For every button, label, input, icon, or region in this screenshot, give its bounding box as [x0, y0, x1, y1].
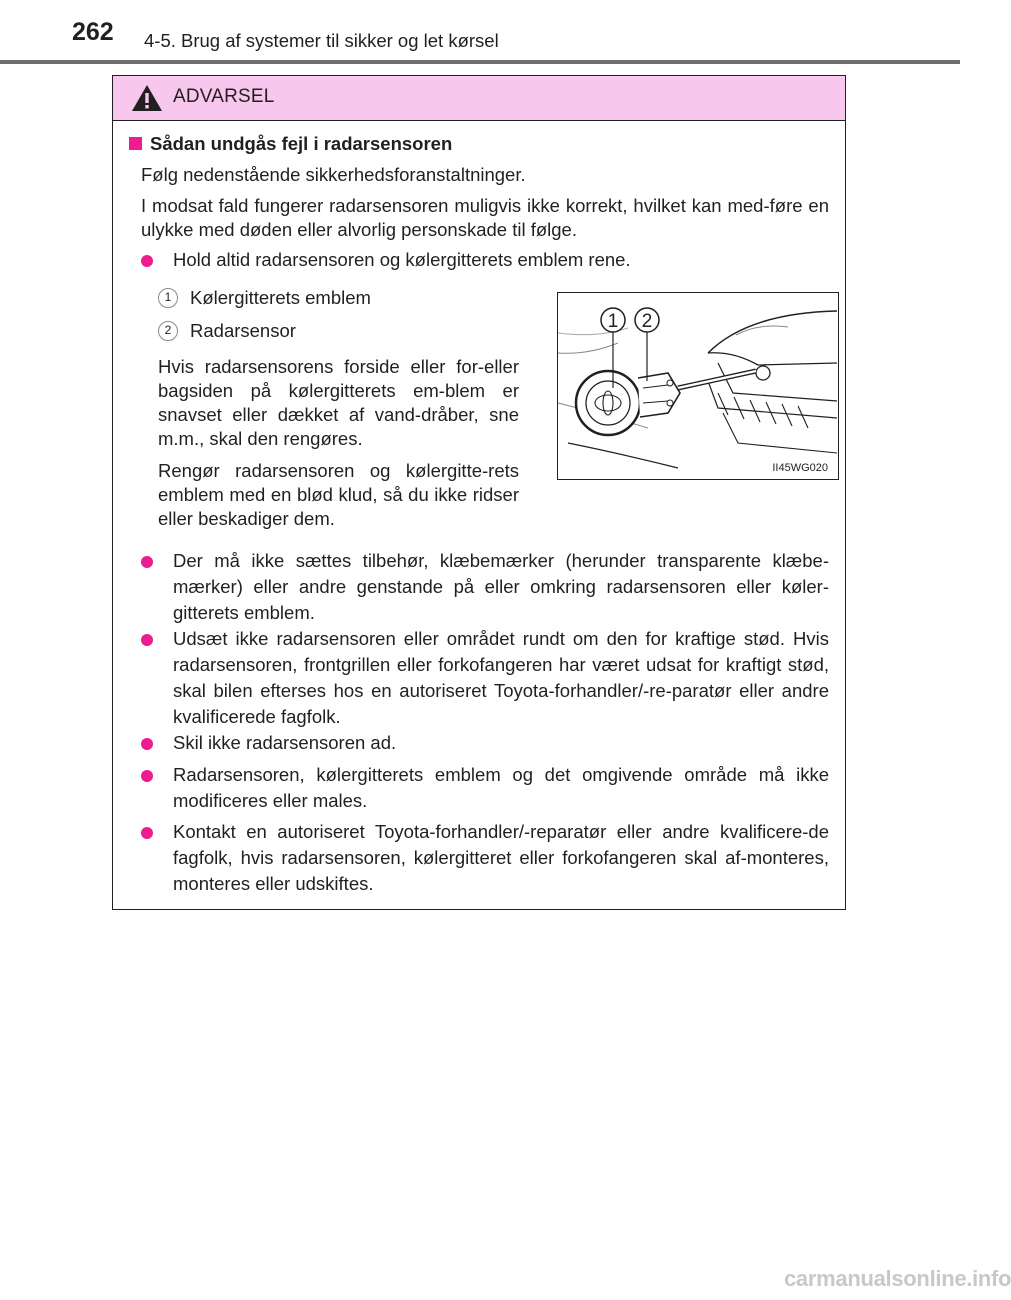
bullet-dot-icon — [141, 738, 153, 750]
bullet-item — [129, 762, 829, 814]
radar-sensor-illustration — [557, 292, 839, 480]
callout-1: 1 — [607, 311, 619, 332]
bullet-item — [129, 626, 829, 731]
bullet-item — [129, 730, 829, 756]
warning-content — [129, 76, 829, 909]
bullet-item — [129, 819, 829, 899]
bullet-text: Skil ikke radarsensoren ad. — [173, 732, 397, 753]
figure-paragraph: Rengør radarsensoren og kølergitte-rets emblem med en blød klud, så du ikke ridser eller beskadiger dem. — [158, 460, 519, 529]
subheading-text: Sådan undgås fejl i radarsensoren — [150, 133, 453, 154]
bullet-text: Hold altid radarsensoren og kølergitterets emblem rene. — [173, 249, 631, 270]
section-title: 4-5. Brug af systemer til sikker og let kørsel — [144, 30, 499, 51]
square-bullet-icon — [129, 137, 142, 150]
warning-title: ADVARSEL — [173, 86, 275, 107]
ref-number: 2 — [158, 321, 178, 341]
ref-label: Radarsensor — [190, 320, 296, 341]
page-number: 262 — [72, 18, 114, 46]
callout-2: 2 — [641, 311, 653, 332]
car-front-drawing — [558, 293, 837, 478]
header-rule — [0, 60, 960, 64]
ref-label: Kølergitterets emblem — [190, 287, 371, 308]
bullet-text: Udsæt ikke radarsensoren eller området rundt om den for kraftige stød. Hvis radarsensoren, frontgrillen eller forkofangeren har været udsat for kraftigt stød, skal bilen efterses hos en autoriseret Toyota-forhandler/-re-paratør eller andre kvalificerede fagfolk. — [173, 628, 829, 727]
figure-code: II45WG020 — [772, 462, 828, 474]
bullet-text: Der må ikke sættes tilbehør, klæbemærker (herunder transparente klæbe-mærker) eller andre genstande på eller omkring radarsensoren eller køler-gitterets emblem. — [173, 550, 829, 623]
bullet-item — [129, 247, 829, 273]
ref-number: 1 — [158, 288, 178, 308]
bullet-text: Radarsensoren, kølergitterets emblem og det omgivende område må ikke modificeres eller males. — [173, 764, 829, 811]
watermark: carmanualsonline.info — [784, 1266, 1011, 1291]
intro-paragraph: Følg nedenstående sikkerhedsforanstaltninger. — [141, 164, 526, 185]
bullet-dot-icon — [141, 556, 153, 568]
bullet-dot-icon — [141, 634, 153, 646]
warning-box — [112, 75, 846, 910]
bullet-dot-icon — [141, 255, 153, 267]
bullet-text: Kontakt en autoriseret Toyota-forhandler/-reparatør eller andre kvalificere-de fagfolk, hvis radarsensoren, kølergitteret eller forkofangeren skal af-monteres, monteres eller udskiftes. — [173, 821, 829, 894]
figure-paragraph: Hvis radarsensorens forside eller for-eller bagsiden på kølergitterets em-blem er snavset eller dækket af vand-dråber, sne m.m., skal den rengøres. — [158, 356, 519, 449]
subheading — [129, 133, 452, 155]
bullet-dot-icon — [141, 827, 153, 839]
intro-paragraph: I modsat fald fungerer radarsensoren muligvis ikke korrekt, hvilket kan med-føre en ulykke med døden eller alvorlig personskade til følge. — [141, 195, 829, 240]
bullet-dot-icon — [141, 770, 153, 782]
bullet-item — [129, 548, 829, 628]
